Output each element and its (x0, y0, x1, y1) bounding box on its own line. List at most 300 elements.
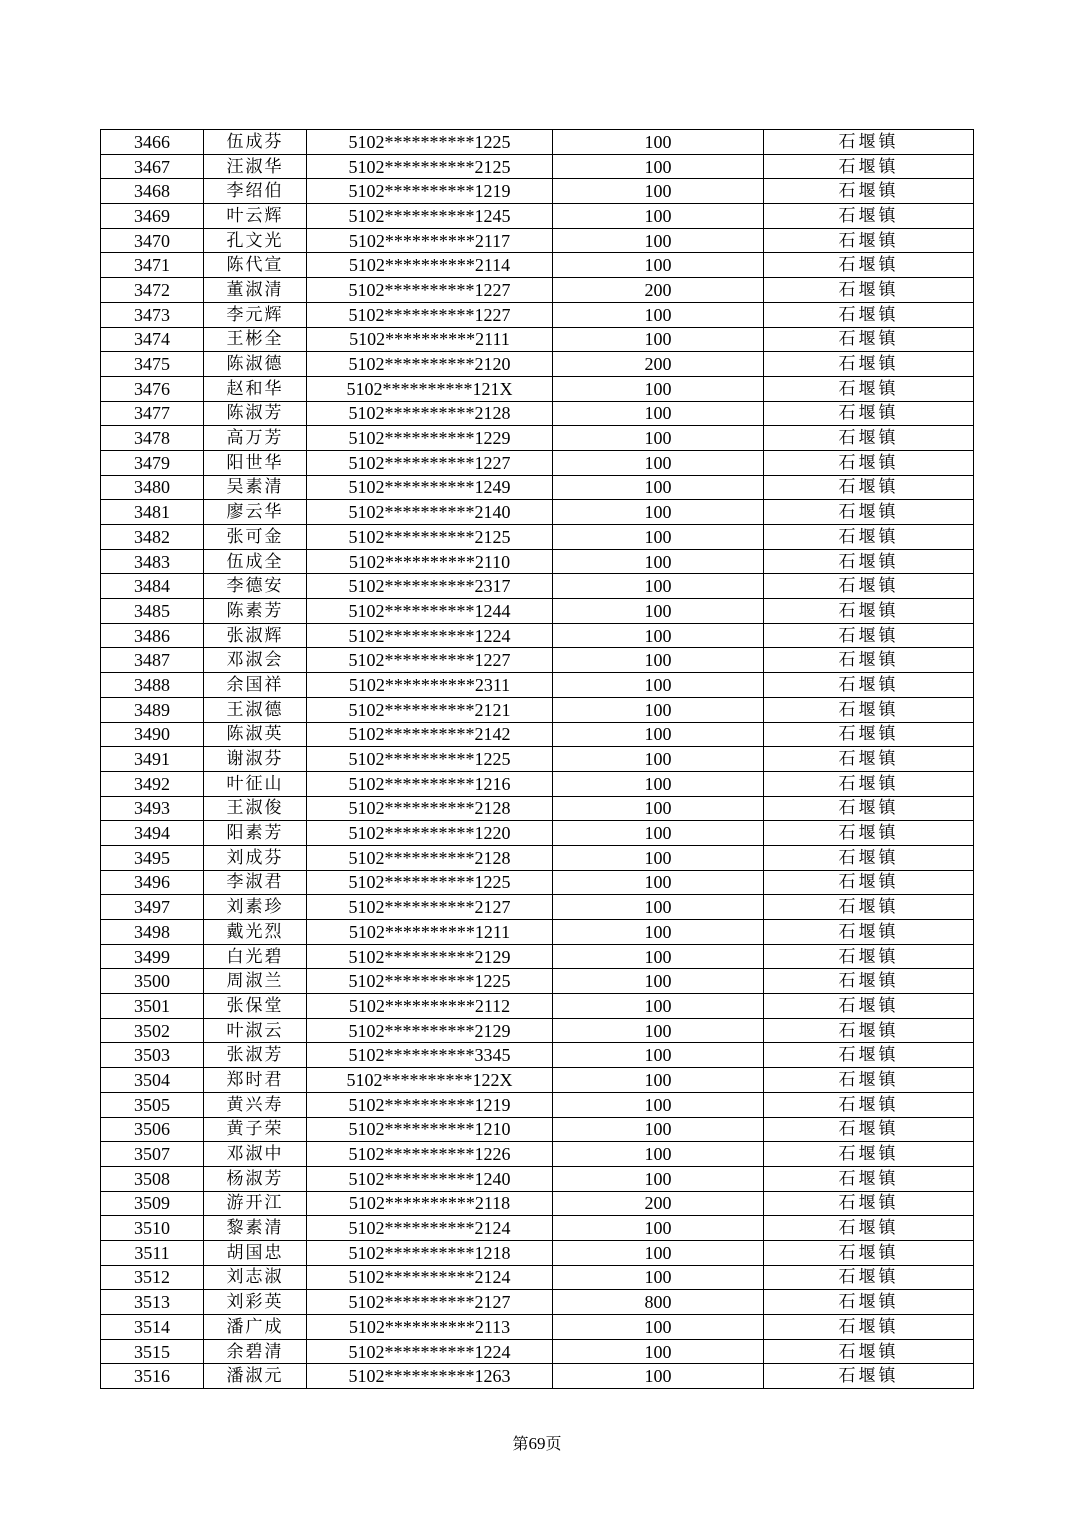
amount-cell: 100 (553, 1339, 764, 1364)
row-number-cell: 3514 (101, 1315, 204, 1340)
name-cell: 孔文光 (204, 228, 307, 253)
name-cell: 董淑清 (204, 278, 307, 303)
name-cell: 伍成芬 (204, 130, 307, 155)
amount-cell: 100 (553, 1068, 764, 1093)
id-number-cell: 5102**********1227 (307, 302, 553, 327)
table-row (101, 1240, 974, 1265)
amount-cell: 200 (553, 1191, 764, 1216)
table-row (101, 450, 974, 475)
id-number-cell: 5102**********1225 (307, 130, 553, 155)
row-number-cell: 3470 (101, 228, 204, 253)
amount-cell: 100 (553, 204, 764, 229)
row-number-cell: 3490 (101, 722, 204, 747)
table-row (101, 179, 974, 204)
town-cell: 石堰镇 (764, 599, 974, 624)
row-number-cell: 3472 (101, 278, 204, 303)
id-number-cell: 5102**********2125 (307, 525, 553, 550)
town-cell: 石堰镇 (764, 994, 974, 1019)
row-number-cell: 3508 (101, 1166, 204, 1191)
table-body (101, 130, 974, 1389)
table-row (101, 327, 974, 352)
amount-cell: 100 (553, 1315, 764, 1340)
name-cell: 张淑芳 (204, 1043, 307, 1068)
table-row (101, 549, 974, 574)
row-number-cell: 3478 (101, 426, 204, 451)
row-number-cell: 3489 (101, 697, 204, 722)
row-number-cell: 3501 (101, 994, 204, 1019)
amount-cell: 100 (553, 845, 764, 870)
table-row (101, 969, 974, 994)
amount-cell: 100 (553, 525, 764, 550)
name-cell: 潘广成 (204, 1315, 307, 1340)
id-number-cell: 5102**********2142 (307, 722, 553, 747)
town-cell: 石堰镇 (764, 895, 974, 920)
amount-cell: 100 (553, 228, 764, 253)
table-row (101, 1068, 974, 1093)
town-cell: 石堰镇 (764, 1364, 974, 1389)
amount-cell: 800 (553, 1290, 764, 1315)
row-number-cell: 3506 (101, 1117, 204, 1142)
page-number: 69 (528, 1434, 546, 1453)
row-number-cell: 3500 (101, 969, 204, 994)
row-number-cell: 3485 (101, 599, 204, 624)
name-cell: 游开江 (204, 1191, 307, 1216)
town-cell: 石堰镇 (764, 870, 974, 895)
row-number-cell: 3475 (101, 352, 204, 377)
amount-cell: 100 (553, 1240, 764, 1265)
page-prefix: 第 (512, 1434, 529, 1453)
row-number-cell: 3483 (101, 549, 204, 574)
name-cell: 吴素清 (204, 475, 307, 500)
name-cell: 郑时君 (204, 1068, 307, 1093)
id-number-cell: 5102**********2118 (307, 1191, 553, 1216)
row-number-cell: 3480 (101, 475, 204, 500)
town-cell: 石堰镇 (764, 401, 974, 426)
id-number-cell: 5102**********1245 (307, 204, 553, 229)
amount-cell: 100 (553, 1216, 764, 1241)
name-cell: 刘志淑 (204, 1265, 307, 1290)
name-cell: 胡国忠 (204, 1240, 307, 1265)
amount-cell: 100 (553, 1043, 764, 1068)
row-number-cell: 3499 (101, 944, 204, 969)
id-number-cell: 5102**********2128 (307, 845, 553, 870)
amount-cell: 100 (553, 1117, 764, 1142)
id-number-cell: 5102**********2140 (307, 500, 553, 525)
id-number-cell: 5102**********2124 (307, 1265, 553, 1290)
town-cell: 石堰镇 (764, 204, 974, 229)
amount-cell: 100 (553, 376, 764, 401)
town-cell: 石堰镇 (764, 500, 974, 525)
row-number-cell: 3497 (101, 895, 204, 920)
table-row (101, 845, 974, 870)
name-cell: 刘成芬 (204, 845, 307, 870)
town-cell: 石堰镇 (764, 1166, 974, 1191)
name-cell: 黄兴寿 (204, 1092, 307, 1117)
row-number-cell: 3494 (101, 821, 204, 846)
table-row (101, 920, 974, 945)
id-number-cell: 5102**********122X (307, 1068, 553, 1093)
id-number-cell: 5102**********2121 (307, 697, 553, 722)
id-number-cell: 5102**********1249 (307, 475, 553, 500)
table-row (101, 697, 974, 722)
amount-cell: 100 (553, 1092, 764, 1117)
town-cell: 石堰镇 (764, 969, 974, 994)
name-cell: 叶征山 (204, 771, 307, 796)
page-number-footer (0, 1431, 1074, 1454)
id-number-cell: 5102**********1263 (307, 1364, 553, 1389)
table-row (101, 1216, 974, 1241)
name-cell: 伍成全 (204, 549, 307, 574)
town-cell: 石堰镇 (764, 253, 974, 278)
amount-cell: 100 (553, 870, 764, 895)
town-cell: 石堰镇 (764, 130, 974, 155)
name-cell: 余国祥 (204, 673, 307, 698)
id-number-cell: 5102**********1244 (307, 599, 553, 624)
town-cell: 石堰镇 (764, 1068, 974, 1093)
row-number-cell: 3505 (101, 1092, 204, 1117)
id-number-cell: 5102**********1226 (307, 1142, 553, 1167)
row-number-cell: 3469 (101, 204, 204, 229)
id-number-cell: 5102**********1229 (307, 426, 553, 451)
amount-cell: 200 (553, 352, 764, 377)
id-number-cell: 5102**********1227 (307, 278, 553, 303)
name-cell: 赵和华 (204, 376, 307, 401)
town-cell: 石堰镇 (764, 771, 974, 796)
table-row (101, 1339, 974, 1364)
name-cell: 王淑俊 (204, 796, 307, 821)
table-row (101, 376, 974, 401)
amount-cell: 100 (553, 130, 764, 155)
town-cell: 石堰镇 (764, 796, 974, 821)
table-row (101, 796, 974, 821)
amount-cell: 100 (553, 994, 764, 1019)
id-number-cell: 5102**********1210 (307, 1117, 553, 1142)
id-number-cell: 5102**********2128 (307, 796, 553, 821)
name-cell: 谢淑芬 (204, 747, 307, 772)
town-cell: 石堰镇 (764, 722, 974, 747)
town-cell: 石堰镇 (764, 549, 974, 574)
town-cell: 石堰镇 (764, 525, 974, 550)
name-cell: 王彬全 (204, 327, 307, 352)
row-number-cell: 3512 (101, 1265, 204, 1290)
table-row (101, 623, 974, 648)
town-cell: 石堰镇 (764, 352, 974, 377)
table-row (101, 1142, 974, 1167)
table-row (101, 722, 974, 747)
name-cell: 戴光烈 (204, 920, 307, 945)
table-row (101, 500, 974, 525)
amount-cell: 100 (553, 969, 764, 994)
town-cell: 石堰镇 (764, 623, 974, 648)
table-row (101, 821, 974, 846)
amount-cell: 100 (553, 722, 764, 747)
town-cell: 石堰镇 (764, 697, 974, 722)
id-number-cell: 5102**********1225 (307, 870, 553, 895)
table-row (101, 302, 974, 327)
amount-cell: 100 (553, 697, 764, 722)
row-number-cell: 3511 (101, 1240, 204, 1265)
id-number-cell: 5102**********2317 (307, 574, 553, 599)
row-number-cell: 3515 (101, 1339, 204, 1364)
name-cell: 杨淑芳 (204, 1166, 307, 1191)
town-cell: 石堰镇 (764, 574, 974, 599)
table-row (101, 1018, 974, 1043)
id-number-cell: 5102**********2117 (307, 228, 553, 253)
town-cell: 石堰镇 (764, 426, 974, 451)
table-row (101, 1043, 974, 1068)
row-number-cell: 3493 (101, 796, 204, 821)
town-cell: 石堰镇 (764, 1018, 974, 1043)
name-cell: 陈淑英 (204, 722, 307, 747)
name-cell: 李绍伯 (204, 179, 307, 204)
name-cell: 张淑辉 (204, 623, 307, 648)
row-number-cell: 3510 (101, 1216, 204, 1241)
amount-cell: 100 (553, 500, 764, 525)
town-cell: 石堰镇 (764, 673, 974, 698)
id-number-cell: 5102**********1225 (307, 747, 553, 772)
town-cell: 石堰镇 (764, 1240, 974, 1265)
name-cell: 黄子荣 (204, 1117, 307, 1142)
name-cell: 陈素芳 (204, 599, 307, 624)
id-number-cell: 5102**********2128 (307, 401, 553, 426)
id-number-cell: 5102**********2311 (307, 673, 553, 698)
amount-cell: 100 (553, 574, 764, 599)
table-row (101, 1290, 974, 1315)
amount-cell: 100 (553, 771, 764, 796)
name-cell: 邓淑中 (204, 1142, 307, 1167)
name-cell: 陈淑德 (204, 352, 307, 377)
table-row (101, 648, 974, 673)
id-number-cell: 5102**********1220 (307, 821, 553, 846)
table-row (101, 525, 974, 550)
table-row (101, 352, 974, 377)
name-cell: 周淑兰 (204, 969, 307, 994)
amount-cell: 100 (553, 179, 764, 204)
table-row (101, 475, 974, 500)
name-cell: 阳素芳 (204, 821, 307, 846)
table-row (101, 1117, 974, 1142)
table-row (101, 401, 974, 426)
row-number-cell: 3507 (101, 1142, 204, 1167)
row-number-cell: 3503 (101, 1043, 204, 1068)
town-cell: 石堰镇 (764, 821, 974, 846)
id-number-cell: 5102**********2127 (307, 895, 553, 920)
town-cell: 石堰镇 (764, 1191, 974, 1216)
town-cell: 石堰镇 (764, 1117, 974, 1142)
amount-cell: 100 (553, 253, 764, 278)
town-cell: 石堰镇 (764, 376, 974, 401)
name-cell: 白光碧 (204, 944, 307, 969)
id-number-cell: 5102**********2129 (307, 944, 553, 969)
table-row (101, 944, 974, 969)
amount-cell: 100 (553, 1142, 764, 1167)
id-number-cell: 5102**********2110 (307, 549, 553, 574)
town-cell: 石堰镇 (764, 1339, 974, 1364)
table-row (101, 771, 974, 796)
name-cell: 陈代宣 (204, 253, 307, 278)
name-cell: 刘彩英 (204, 1290, 307, 1315)
id-number-cell: 5102**********1224 (307, 623, 553, 648)
id-number-cell: 5102**********1225 (307, 969, 553, 994)
town-cell: 石堰镇 (764, 648, 974, 673)
id-number-cell: 5102**********1240 (307, 1166, 553, 1191)
town-cell: 石堰镇 (764, 1043, 974, 1068)
amount-cell: 100 (553, 920, 764, 945)
town-cell: 石堰镇 (764, 944, 974, 969)
row-number-cell: 3491 (101, 747, 204, 772)
amount-cell: 100 (553, 450, 764, 475)
table-row (101, 1166, 974, 1191)
town-cell: 石堰镇 (764, 1216, 974, 1241)
row-number-cell: 3495 (101, 845, 204, 870)
town-cell: 石堰镇 (764, 920, 974, 945)
id-number-cell: 5102**********2114 (307, 253, 553, 278)
id-number-cell: 5102**********121X (307, 376, 553, 401)
town-cell: 石堰镇 (764, 179, 974, 204)
table-row (101, 154, 974, 179)
table-row (101, 994, 974, 1019)
amount-cell: 100 (553, 648, 764, 673)
row-number-cell: 3473 (101, 302, 204, 327)
table-row (101, 204, 974, 229)
id-number-cell: 5102**********1219 (307, 179, 553, 204)
row-number-cell: 3487 (101, 648, 204, 673)
row-number-cell: 3477 (101, 401, 204, 426)
id-number-cell: 5102**********1227 (307, 648, 553, 673)
table-row (101, 1092, 974, 1117)
row-number-cell: 3481 (101, 500, 204, 525)
id-number-cell: 5102**********2113 (307, 1315, 553, 1340)
amount-cell: 100 (553, 1364, 764, 1389)
table-row (101, 1191, 974, 1216)
id-number-cell: 5102**********1219 (307, 1092, 553, 1117)
row-number-cell: 3484 (101, 574, 204, 599)
town-cell: 石堰镇 (764, 475, 974, 500)
id-number-cell: 5102**********1227 (307, 450, 553, 475)
amount-cell: 100 (553, 401, 764, 426)
town-cell: 石堰镇 (764, 1315, 974, 1340)
amount-cell: 100 (553, 944, 764, 969)
name-cell: 王淑德 (204, 697, 307, 722)
name-cell: 李淑君 (204, 870, 307, 895)
row-number-cell: 3516 (101, 1364, 204, 1389)
name-cell: 叶淑云 (204, 1018, 307, 1043)
table-row (101, 895, 974, 920)
town-cell: 石堰镇 (764, 747, 974, 772)
row-number-cell: 3509 (101, 1191, 204, 1216)
amount-cell: 100 (553, 1265, 764, 1290)
row-number-cell: 3502 (101, 1018, 204, 1043)
name-cell: 陈淑芳 (204, 401, 307, 426)
row-number-cell: 3498 (101, 920, 204, 945)
name-cell: 阳世华 (204, 450, 307, 475)
table-row (101, 253, 974, 278)
amount-cell: 100 (553, 747, 764, 772)
table-row (101, 426, 974, 451)
payment-table-container (100, 129, 973, 1389)
table-row (101, 1315, 974, 1340)
town-cell: 石堰镇 (764, 327, 974, 352)
row-number-cell: 3468 (101, 179, 204, 204)
town-cell: 石堰镇 (764, 1290, 974, 1315)
id-number-cell: 5102**********1218 (307, 1240, 553, 1265)
name-cell: 高万芳 (204, 426, 307, 451)
town-cell: 石堰镇 (764, 845, 974, 870)
name-cell: 汪淑华 (204, 154, 307, 179)
town-cell: 石堰镇 (764, 228, 974, 253)
id-number-cell: 5102**********2124 (307, 1216, 553, 1241)
row-number-cell: 3513 (101, 1290, 204, 1315)
name-cell: 潘淑元 (204, 1364, 307, 1389)
table-row (101, 130, 974, 155)
town-cell: 石堰镇 (764, 154, 974, 179)
row-number-cell: 3488 (101, 673, 204, 698)
row-number-cell: 3492 (101, 771, 204, 796)
amount-cell: 100 (553, 426, 764, 451)
id-number-cell: 5102**********2112 (307, 994, 553, 1019)
town-cell: 石堰镇 (764, 1265, 974, 1290)
amount-cell: 100 (553, 302, 764, 327)
amount-cell: 100 (553, 549, 764, 574)
amount-cell: 100 (553, 796, 764, 821)
id-number-cell: 5102**********1224 (307, 1339, 553, 1364)
name-cell: 刘素珍 (204, 895, 307, 920)
table-row (101, 278, 974, 303)
table-row (101, 673, 974, 698)
amount-cell: 200 (553, 278, 764, 303)
amount-cell: 100 (553, 895, 764, 920)
row-number-cell: 3471 (101, 253, 204, 278)
id-number-cell: 5102**********2129 (307, 1018, 553, 1043)
amount-cell: 100 (553, 327, 764, 352)
amount-cell: 100 (553, 821, 764, 846)
name-cell: 张保堂 (204, 994, 307, 1019)
amount-cell: 100 (553, 475, 764, 500)
amount-cell: 100 (553, 673, 764, 698)
town-cell: 石堰镇 (764, 1092, 974, 1117)
row-number-cell: 3496 (101, 870, 204, 895)
row-number-cell: 3474 (101, 327, 204, 352)
page-suffix: 页 (545, 1434, 562, 1453)
table-row (101, 599, 974, 624)
amount-cell: 100 (553, 1018, 764, 1043)
table-row (101, 574, 974, 599)
row-number-cell: 3476 (101, 376, 204, 401)
table-row (101, 747, 974, 772)
name-cell: 余碧清 (204, 1339, 307, 1364)
payment-table (100, 129, 974, 1389)
name-cell: 邓淑会 (204, 648, 307, 673)
table-row (101, 1265, 974, 1290)
amount-cell: 100 (553, 154, 764, 179)
id-number-cell: 5102**********2120 (307, 352, 553, 377)
row-number-cell: 3486 (101, 623, 204, 648)
name-cell: 李德安 (204, 574, 307, 599)
id-number-cell: 5102**********2111 (307, 327, 553, 352)
amount-cell: 100 (553, 1166, 764, 1191)
name-cell: 廖云华 (204, 500, 307, 525)
town-cell: 石堰镇 (764, 302, 974, 327)
row-number-cell: 3482 (101, 525, 204, 550)
amount-cell: 100 (553, 623, 764, 648)
town-cell: 石堰镇 (764, 278, 974, 303)
id-number-cell: 5102**********1211 (307, 920, 553, 945)
table-row (101, 228, 974, 253)
table-row (101, 1364, 974, 1389)
name-cell: 张可金 (204, 525, 307, 550)
id-number-cell: 5102**********2127 (307, 1290, 553, 1315)
name-cell: 叶云辉 (204, 204, 307, 229)
